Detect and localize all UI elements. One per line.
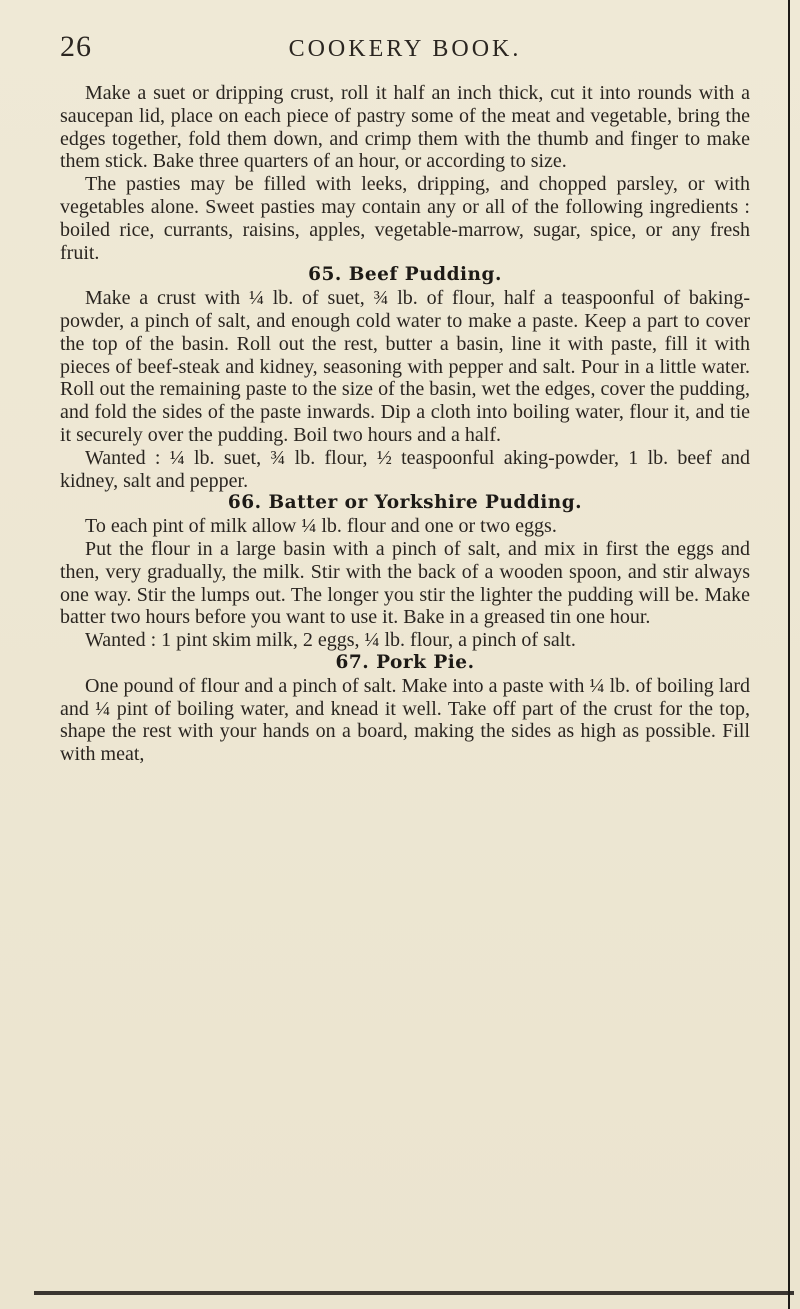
- running-head: COOKERY BOOK.: [288, 36, 522, 62]
- recipe-heading: 65. Beef Pudding.: [308, 264, 502, 286]
- recipe-instructions: Put the flour in a large basin with a pinch of salt, and mix in first the eggs and then, very gradually, the milk. Stir with the back of a wooden spoon, and stir always one way. Stir the lumps out. The longer you stir the lighter the pudding will be. Make batter two hours before you want to use it. Bake in a greased tin one hour.: [60, 537, 750, 629]
- recipe-ingredients: Wanted : ¼ lb. suet, ¾ lb. flour, ½ teaspoonful aking-powder, 1 lb. beef and kidney, salt and pepper.: [60, 446, 750, 492]
- recipe-heading: 66. Batter or Yorkshire Pudding.: [227, 492, 583, 514]
- recipe-pork-pie: [60, 652, 750, 766]
- recipe-instructions: One pound of flour and a pinch of salt. Make into a paste with ¼ lb. of boiling lard and ¼ pint of boiling water, and knead it well. Take off part of the crust for the top, shape the rest with your hands on a board, making the sides as high as possible. Fill with meat,: [60, 674, 750, 766]
- paragraph: Make a suet or dripping crust, roll it half an inch thick, cut it into rounds with a saucepan lid, place on each piece of pastry some of the meat and vegetable, bring the edges together, fold them down, and crimp them with the thumb and finger to make them stick. Bake three quarters of an hour, or according to size.: [60, 82, 750, 173]
- recipe-yorkshire-pudding: [60, 492, 750, 652]
- page-header: [60, 30, 750, 70]
- bottom-rule: [34, 1291, 794, 1295]
- recipe-heading: 67. Pork Pie.: [335, 651, 475, 673]
- paragraph: The pasties may be filled with leeks, dripping, and chopped parsley, or with vegetables alone. Sweet pasties may contain any or all of the following ingredients : boiled rice, currants, raisins, apples, vegetable-marrow, sugar, spice, or any fresh fruit.: [60, 173, 750, 264]
- recipe-beef-pudding: [60, 264, 750, 492]
- recipe-instructions: Make a crust with ¼ lb. of suet, ¾ lb. of flour, half a teaspoonful of baking-powder, a pinch of salt, and enough cold water to make a paste. Keep a part to cover the top of the basin. Roll out the rest, butter a basin, line it with paste, fill it with pieces of beef-steak and kidney, seasoning with pepper and salt. Pour in a little water. Roll out the remaining paste to the size of the basin, wet the edges, cover the pudding, and fold the sides of the paste inwards. Dip a cloth into boiling water, flour it, and tie it securely over the pudding. Boil two hours and a half.: [60, 287, 750, 446]
- page-number: 26: [60, 30, 92, 63]
- recipe-ingredients: Wanted : 1 pint skim milk, 2 eggs, ¼ lb. flour, a pinch of salt.: [85, 629, 576, 652]
- page-body: [60, 82, 750, 766]
- page-edge: [788, 0, 790, 1309]
- recipe-proportions: To each pint of milk allow ¼ lb. flour and one or two eggs.: [85, 515, 557, 538]
